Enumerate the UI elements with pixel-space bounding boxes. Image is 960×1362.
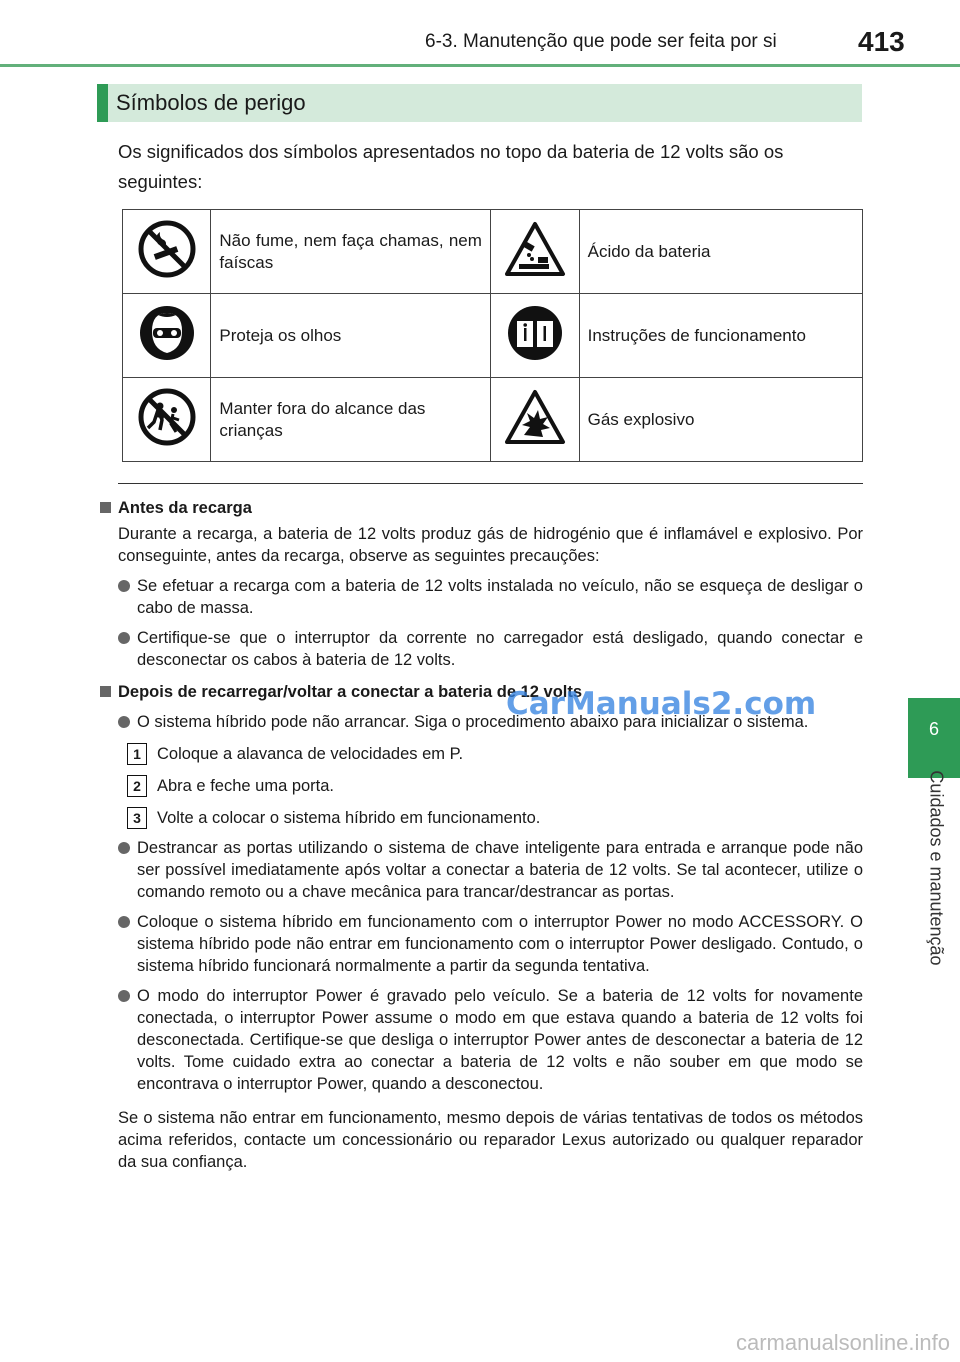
heading-text: Antes da recarga bbox=[118, 499, 252, 517]
section-title: Símbolos de perigo bbox=[116, 90, 306, 115]
list-item-text: O modo do interruptor Power é gravado pelo veículo. Se a bateria de 12 volts for novamente conectada, o interruptor Power assume o modo em que estava quando a bateria de 12 volts foi desconectada. Certifique-se que desliga o interruptor Power antes de desconectar a bateria de 12 volts. Tome cuidado extra ao conectar a bateria de 12 volts e não souber em que modo se encontrava o interruptor Power, quando a desconectou. bbox=[137, 987, 863, 1093]
subsection-heading bbox=[100, 497, 863, 519]
battery-acid-icon bbox=[504, 221, 566, 277]
body-content bbox=[100, 497, 863, 1173]
step-number: 2 bbox=[127, 775, 147, 797]
keep-away-children-icon bbox=[138, 388, 196, 446]
closing-paragraph: Se o sistema não entrar em funcionamento, mesmo depois de várias tentativas de todos os métodos acima referidos, contacte um concessionário ou reparador Lexus autorizado ou qualquer reparador da sua confiança. bbox=[118, 1109, 863, 1171]
eye-protection-icon bbox=[138, 304, 196, 362]
symbol-cell bbox=[123, 294, 211, 378]
header-section-title: 6-3. Manutenção que pode ser feita por si bbox=[425, 31, 777, 52]
table-row bbox=[123, 294, 863, 378]
symbol-label: Instruções de funcionamento bbox=[579, 294, 862, 378]
bullet-dot-icon bbox=[118, 632, 130, 644]
chapter-label: Cuidados e manutenção bbox=[926, 770, 947, 966]
symbol-cell bbox=[490, 294, 579, 378]
watermark[interactable]: CarManuals2.com bbox=[506, 686, 817, 722]
chapter-number: 6 bbox=[928, 719, 939, 739]
list-item bbox=[118, 627, 863, 671]
symbol-cell bbox=[123, 378, 211, 462]
list-item bbox=[118, 837, 863, 903]
bullet-dot-icon bbox=[118, 990, 130, 1002]
bullet-dot-icon bbox=[118, 580, 130, 592]
symbol-label: Não fume, nem faça chamas, nem faíscas bbox=[211, 210, 491, 294]
list-item bbox=[118, 575, 863, 619]
bullet-dot-icon bbox=[118, 916, 130, 928]
step-number: 3 bbox=[127, 807, 147, 829]
list-item-text: Coloque o sistema híbrido em funcionamento com o interruptor Power no modo ACCESSORY. O sistema híbrido pode não entrar em funcionamento com o interruptor Power desligado. Contudo, o sistema híbrido funcionará normalmente a partir da segunda tentativa. bbox=[137, 913, 863, 975]
instruction-manual-icon bbox=[506, 304, 564, 362]
step-item bbox=[133, 775, 863, 797]
intro-text: Os significados dos símbolos apresentados no topo da bateria de 12 volts são os seguintes: bbox=[118, 141, 784, 192]
list-item-text: Se efetuar a recarga com a bateria de 12 volts instalada no veículo, não se esqueça de desligar o cabo de massa. bbox=[137, 577, 863, 617]
step-text: Coloque a alavanca de velocidades em P. bbox=[157, 745, 464, 763]
page-number: 413 bbox=[858, 26, 905, 57]
square-bullet-icon bbox=[100, 686, 111, 697]
hazard-symbols-table bbox=[122, 209, 863, 462]
step-number: 1 bbox=[127, 743, 147, 765]
table-row bbox=[123, 210, 863, 294]
paragraph: Durante a recarga, a bateria de 12 volts produz gás de hidrogénio que é inflamável e explosivo. Por conseguinte, antes da recarga, observe as seguintes precauções: bbox=[118, 525, 863, 565]
list-item bbox=[118, 911, 863, 977]
header-rule bbox=[0, 64, 960, 67]
bullet-dot-icon bbox=[118, 716, 130, 728]
table-row bbox=[123, 378, 863, 462]
footer-site[interactable]: carmanualsonline.info bbox=[735, 1330, 950, 1355]
list-item bbox=[118, 985, 863, 1095]
symbol-label: Gás explosivo bbox=[579, 378, 862, 462]
symbol-cell bbox=[490, 378, 579, 462]
list-item-text: Destrancar as portas utilizando o sistema de chave inteligente para entrada e arranque pode não ser possível imediatamente após voltar a conectar a bateria de 12 volts. Se tal acontecer, utilize o comando remoto ou a chave mecânica para trancar/destrancar as portas. bbox=[137, 839, 863, 901]
step-text: Volte a colocar o sistema híbrido em funcionamento. bbox=[157, 809, 541, 827]
step-item bbox=[133, 743, 863, 765]
step-text: Abra e feche uma porta. bbox=[157, 777, 335, 795]
heading-text: Depois de recarregar/voltar a conectar a bateria de 12 volts bbox=[118, 683, 583, 701]
no-smoking-icon bbox=[138, 220, 196, 278]
list-item-text: Certifique-se que o interruptor da corrente no carregador está desligado, quando conectar e desconectar os cabos à bateria de 12 volts. bbox=[137, 629, 863, 669]
symbol-cell bbox=[490, 210, 579, 294]
list-item-text: O sistema híbrido pode não arrancar. Siga o procedimento abaixo para inicializar o sistema. bbox=[137, 713, 809, 731]
bullet-dot-icon bbox=[118, 842, 130, 854]
symbol-label: Proteja os olhos bbox=[211, 294, 491, 378]
symbol-label: Manter fora do alcance das crianças bbox=[211, 378, 491, 462]
chapter-tab[interactable] bbox=[908, 698, 960, 778]
symbol-cell bbox=[123, 210, 211, 294]
explosive-gas-icon bbox=[504, 389, 566, 445]
symbol-label: Ácido da bateria bbox=[579, 210, 862, 294]
section-divider bbox=[118, 483, 863, 484]
square-bullet-icon bbox=[100, 502, 111, 513]
step-item bbox=[133, 807, 863, 829]
